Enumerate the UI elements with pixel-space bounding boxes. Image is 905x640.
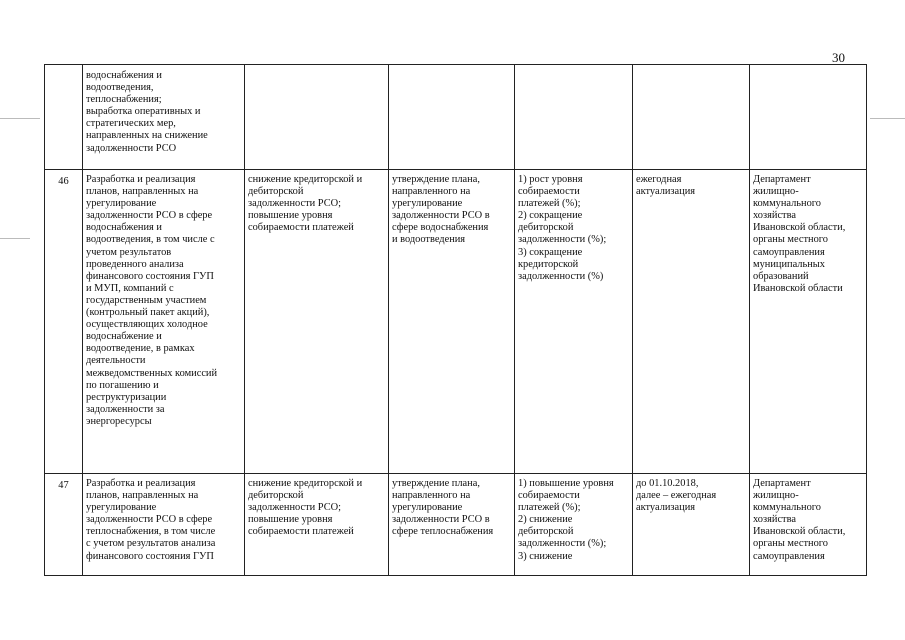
- indicator-cell: [515, 474, 633, 576]
- deadline-text: ежегодная актуализация: [636, 174, 696, 198]
- scan-artifact-line: [0, 118, 40, 119]
- table-row-continuation: [45, 65, 867, 170]
- measure-text: Разработка и реализация планов, направленных на урегулирование задолженности РСО в сфере теплоснабжения, в том числе с учетом результатов анализа финансового состояния ГУП: [86, 478, 216, 562]
- indicator-text: 1) повышение уровня собираемости платежей (%); 2) снижение дебиторской задолженности (%); 3) снижение: [518, 478, 614, 562]
- indicator-cell: [515, 170, 633, 474]
- measures-table: [44, 64, 867, 576]
- measure-text: Разработка и реализация планов, направленных на урегулирование задолженности РСО в сфере водоснабжения и водоотведения, в том числе с учетом результатов проведенного анализа финансового состояния ГУП и МУП, компаний с государственным участием (контрольный пакет акций), осуществляющих холодное водоснабжение и водоотведение, в рамках деятельности межведомственных комиссий по погашению и реструктуризации задолженности за энергоресурсы: [86, 174, 218, 427]
- responsible-text: Департамент жилищно- коммунального хозяйства Ивановской области, органы местного самоуправления муниципальных образований Ивановской области: [753, 174, 846, 294]
- measure-cell: [83, 170, 245, 474]
- goal-cell: [245, 65, 389, 170]
- responsible-cell: [750, 170, 867, 474]
- result-cell: [389, 65, 515, 170]
- deadline-cell: [633, 65, 750, 170]
- goal-cell: [245, 474, 389, 576]
- scan-artifact-line: [870, 118, 905, 119]
- indicator-text: 1) рост уровня собираемости платежей (%); 2) сокращение дебиторской задолженности (%); 3) сокращение кредиторской задолженности (%): [518, 174, 607, 282]
- responsible-text: Департамент жилищно- коммунального хозяйства Ивановской области, органы местного самоуправления: [753, 478, 846, 562]
- result-text: утверждение плана, направленного на урегулирование задолженности РСО в сфере теплоснабжения: [392, 478, 494, 538]
- deadline-cell: [633, 170, 750, 474]
- responsible-cell: [750, 65, 867, 170]
- row-number-cell: 47: [45, 474, 83, 576]
- result-cell: [389, 170, 515, 474]
- table-row-46: [45, 170, 867, 474]
- scan-artifact-line: [0, 238, 30, 239]
- measure-cell: [83, 474, 245, 576]
- deadline-cell: [633, 474, 750, 576]
- result-text: утверждение плана, направленного на урегулирование задолженности РСО в сфере водоснабжения и водоотведения: [392, 174, 490, 246]
- goal-cell: [245, 170, 389, 474]
- row-number-cell: 46: [45, 170, 83, 474]
- result-cell: [389, 474, 515, 576]
- goal-text: снижение кредиторской и дебиторской задолженности РСО; повышение уровня собираемости платежей: [248, 174, 363, 234]
- row-number-cell: [45, 65, 83, 170]
- goal-text: снижение кредиторской и дебиторской задолженности РСО; повышение уровня собираемости платежей: [248, 478, 363, 538]
- measure-text: водоснабжения и водоотведения, теплоснабжения; выработка оперативных и стратегических мер, направленных на снижение задолженности РСО: [86, 70, 208, 154]
- table-row-47: [45, 474, 867, 576]
- indicator-cell: [515, 65, 633, 170]
- deadline-text: до 01.10.2018, далее – ежегодная актуализация: [636, 478, 717, 514]
- measure-cell: [83, 65, 245, 170]
- page-number: 30: [832, 50, 845, 65]
- responsible-cell: [750, 474, 867, 576]
